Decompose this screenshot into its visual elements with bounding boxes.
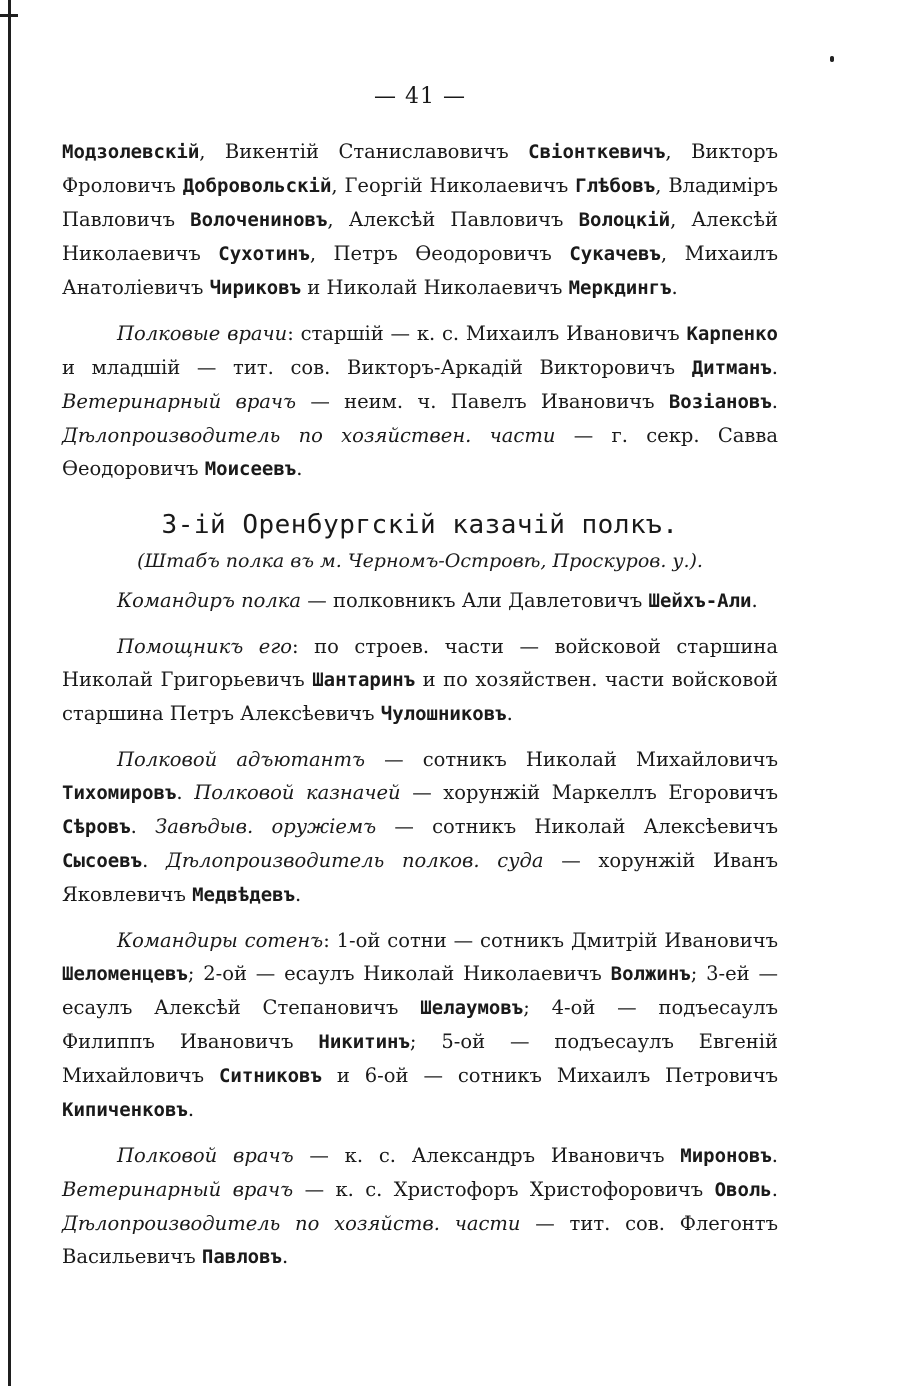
surname-text: Сысоевъ bbox=[62, 850, 143, 872]
body-text: — г. секр. Савва Ѳеодоровичъ bbox=[62, 424, 779, 480]
surname-text: Оволь bbox=[714, 1179, 772, 1201]
body-text: ; 4-ой — подъесаулъ Филиппъ Ивановичъ bbox=[62, 996, 778, 1053]
role-title-text: Полковой врачъ bbox=[117, 1144, 294, 1167]
body-text: — к. с. Александръ Ивановичъ bbox=[293, 1144, 681, 1167]
body-text: . bbox=[506, 702, 513, 725]
surname-text: Чириковъ bbox=[209, 277, 302, 299]
surname-text: Сѣровъ bbox=[62, 816, 131, 838]
body-text: , Петръ Ѳеодоровичъ bbox=[309, 242, 570, 265]
surname-text: Шелаумовъ bbox=[420, 997, 524, 1019]
surname-text: Ситниковъ bbox=[218, 1065, 322, 1087]
role-title-text: Дѣлопроизводитель по хозяйствен. части bbox=[62, 424, 556, 447]
body-text: . bbox=[130, 815, 156, 838]
body-text: ; 2-ой — есаулъ Николай Николаевичъ bbox=[187, 962, 611, 985]
body-text: : 1-ой сотни — сотникъ Дмитрій Ивановичъ bbox=[323, 929, 778, 952]
section-subheading: (Штабъ полка въ м. Черномъ-Островѣ, Проскуров. у.). bbox=[137, 550, 703, 572]
body-text: , Викентій Станиславовичъ bbox=[199, 140, 529, 163]
surname-text: Волжинъ bbox=[610, 963, 691, 985]
surname-text: Павловъ bbox=[201, 1246, 282, 1268]
surname-text: Кипиченковъ bbox=[62, 1099, 188, 1121]
role-title-text: Полковые врачи bbox=[117, 322, 288, 345]
role-title-text: Завѣдыв. оружіемъ bbox=[155, 815, 377, 838]
paragraph-regiment-doctors bbox=[62, 1139, 778, 1274]
surname-text: Сукачевъ bbox=[569, 243, 661, 265]
body-text: . bbox=[771, 390, 778, 413]
surname-text: Возіановъ bbox=[668, 391, 772, 413]
body-text: и по хозяйствен. части войсковой старшина Петръ Алексѣевичъ bbox=[62, 668, 778, 725]
body-text: и младшій — тит. сов. Викторъ-Аркадій Викторовичъ bbox=[62, 356, 692, 379]
surname-text: Тихомировъ bbox=[62, 782, 177, 804]
body-text: . bbox=[751, 589, 758, 612]
surname-text: Шантаринъ bbox=[312, 669, 416, 691]
body-text: — тит. сов. Флегонтъ Васильевичъ bbox=[62, 1212, 778, 1268]
surname-text: Мироновъ bbox=[680, 1145, 772, 1167]
print-speck bbox=[830, 56, 834, 62]
surname-text: Дитманъ bbox=[691, 357, 772, 379]
body-text: : старшій — к. с. Михаилъ Ивановичъ bbox=[287, 322, 687, 345]
body-text: . bbox=[671, 276, 678, 299]
body-text: , Алексѣй Павловичъ bbox=[327, 208, 579, 231]
surname-text: Никитинъ bbox=[318, 1031, 410, 1053]
paragraph-officers-list bbox=[62, 135, 778, 305]
left-margin-rule bbox=[8, 0, 11, 1386]
surname-text: Медвѣдевъ bbox=[192, 884, 296, 906]
body-text: , Михаилъ Анатоліевичъ bbox=[62, 242, 778, 299]
body-text: — хорунжій Маркеллъ Егоровичъ bbox=[400, 781, 779, 804]
role-title-text: Командиры сотенъ bbox=[117, 929, 324, 952]
body-text: — к. с. Христофоръ Христофоровичъ bbox=[293, 1178, 715, 1201]
role-title-text: Дѣлопроизводитель по хозяйств. части bbox=[62, 1212, 521, 1235]
surname-text: Чулошниковъ bbox=[380, 703, 507, 725]
body-text: — хорунжій Иванъ Яковлевичъ bbox=[62, 849, 778, 906]
paragraph-assistants bbox=[62, 630, 778, 731]
body-text: , Викторъ Фроловичъ bbox=[62, 140, 778, 197]
body-text: — сотникъ Николай Алексѣевичъ bbox=[376, 815, 778, 838]
paragraph-medical-staff bbox=[62, 317, 778, 486]
body-text: . bbox=[187, 1098, 195, 1121]
body-text: . bbox=[296, 457, 303, 480]
body-text: . bbox=[295, 883, 302, 906]
role-title-text: Ветеринарный врачъ bbox=[62, 390, 297, 413]
role-title-text: Полковой адъютантъ bbox=[117, 748, 365, 771]
surname-text: Волоцкій bbox=[578, 209, 671, 231]
body-text: . bbox=[281, 1245, 289, 1268]
body-text: — сотникъ Николай Михайловичъ bbox=[364, 748, 778, 771]
body-text: , Алексѣй Николаевичъ bbox=[62, 208, 778, 265]
body-text: — неим. ч. Павелъ Ивановичъ bbox=[296, 390, 669, 413]
surname-text: Сухотинъ bbox=[218, 243, 310, 265]
role-title-text: Помощникъ его bbox=[117, 635, 292, 658]
body-text: . bbox=[142, 849, 166, 872]
body-text: ; 5-ой — подъесаулъ Евгеній Михайловичъ bbox=[62, 1030, 778, 1087]
surname-text: Свіонткевичъ bbox=[528, 141, 666, 163]
role-title-text: Ветеринарный врачъ bbox=[62, 1178, 294, 1201]
body-text: — полковникъ Али Давлетовичъ bbox=[301, 589, 649, 612]
surname-text: Шейхъ-Али bbox=[648, 590, 752, 612]
surname-text: Моисеевъ bbox=[204, 458, 297, 480]
paragraph-adjutant-treasurer bbox=[62, 743, 778, 912]
surname-text: Добровольскій bbox=[182, 175, 332, 197]
body-text: и Николай Николаевичъ bbox=[301, 276, 569, 299]
surname-text: Шеломенцевъ bbox=[62, 963, 188, 985]
surname-text: Волочениновъ bbox=[190, 209, 328, 231]
body-text: . bbox=[771, 1144, 778, 1167]
role-title-text: Дѣлопроизводитель полков. суда bbox=[165, 849, 544, 872]
body-text: и 6-ой — сотникъ Михаилъ Петровичъ bbox=[321, 1064, 779, 1087]
body-text: ; 3-ей — есаулъ Алексѣй Степановичъ bbox=[62, 962, 779, 1019]
body-text: . bbox=[771, 356, 778, 379]
surname-text: Карпенко bbox=[686, 323, 778, 345]
body-text: , Владиміръ Павловичъ bbox=[62, 174, 778, 231]
paragraph-regiment-commander bbox=[62, 584, 778, 618]
body-text: , Георгій Николаевичъ bbox=[331, 174, 576, 197]
role-title-text: Командиръ полка bbox=[117, 589, 302, 612]
body-text: : по строев. части — войсковой старшина Николай Григорьевичъ bbox=[62, 635, 778, 691]
document-page bbox=[62, 84, 778, 1274]
paragraph-squadron-commanders bbox=[62, 924, 778, 1127]
body-text: . bbox=[771, 1178, 778, 1201]
section-heading: 3-ій Оренбургскій казачій полкъ. bbox=[161, 510, 679, 540]
left-margin-rule-cap bbox=[0, 14, 18, 17]
role-title-text: Полковой казначей bbox=[194, 781, 401, 804]
surname-text: Меркдингъ bbox=[568, 277, 672, 299]
page-number: — 41 — bbox=[374, 84, 466, 109]
body-text: . bbox=[176, 781, 195, 804]
surname-text: Глѣбовъ bbox=[575, 175, 656, 197]
surname-text: Модзолевскій bbox=[62, 141, 200, 163]
